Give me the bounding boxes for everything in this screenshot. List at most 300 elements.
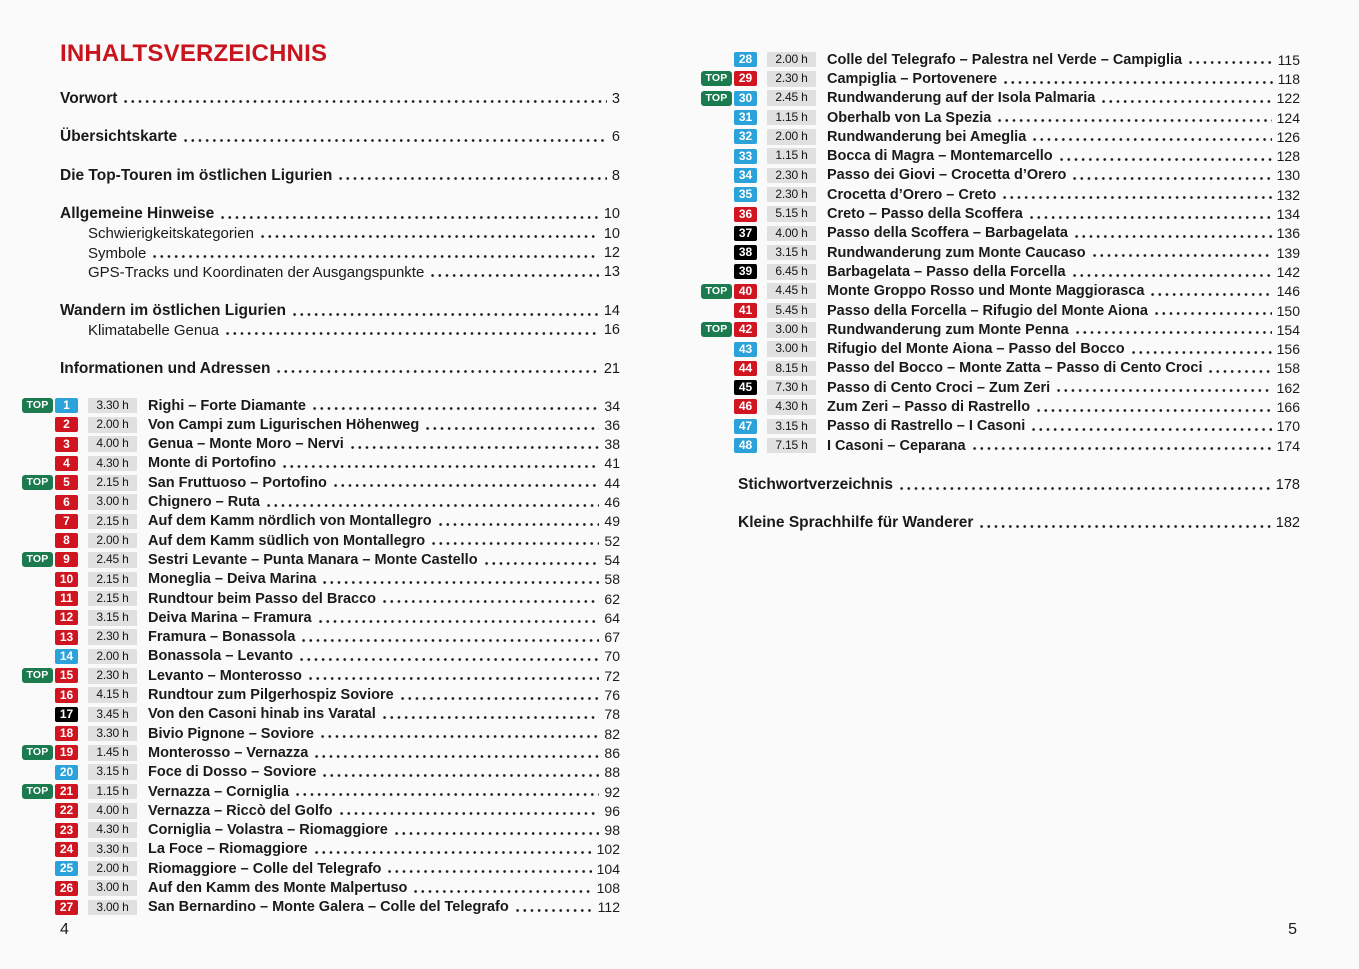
top-badge-slot (22, 572, 55, 587)
tour-page-number: 44 (604, 474, 620, 491)
dot-leader (1091, 253, 1272, 258)
top-badge: TOP (22, 475, 53, 490)
tour-page-number: 128 (1276, 148, 1300, 165)
dot-leader (412, 889, 591, 894)
tour-page-number: 156 (1276, 341, 1300, 358)
tour-duration: 4.30 h (767, 399, 816, 415)
tour-row (701, 320, 1300, 339)
tour-row (701, 89, 1300, 108)
top-badge-slot (701, 91, 734, 106)
dot-leader (349, 445, 600, 450)
tour-duration: 3.30 h (88, 842, 137, 858)
tour-title: Auf den Kamm des Monte Malpertuso (148, 880, 408, 897)
tour-row (22, 859, 620, 878)
tour-number-badge: 19 (55, 745, 78, 760)
tour-row (701, 243, 1300, 262)
tour-duration: 2.15 h (88, 514, 137, 530)
tour-row (22, 705, 620, 724)
tour-duration: 3.00 h (767, 322, 816, 338)
dot-leader (1058, 157, 1272, 162)
tour-row (701, 262, 1300, 281)
toc-entry-label: Symbole (88, 244, 147, 262)
tour-row (701, 69, 1300, 88)
tour-row (22, 763, 620, 782)
top-badge-slot (22, 398, 55, 413)
tour-duration: 4.15 h (88, 687, 137, 703)
top-badge-slot (22, 881, 55, 896)
tour-duration: 8.15 h (767, 361, 816, 377)
tour-number-badge: 34 (734, 168, 757, 183)
dot-leader (1028, 215, 1272, 220)
dot-leader (381, 715, 600, 720)
tour-row (22, 396, 620, 415)
tour-duration: 5.45 h (767, 303, 816, 319)
tour-title: Zum Zeri – Passo di Rastrello (827, 398, 1031, 415)
dot-leader (1073, 234, 1272, 239)
dot-leader (317, 619, 600, 624)
top-badge-slot (22, 514, 55, 529)
top-badge-slot (22, 861, 55, 876)
toc-entry-page: 178 (1275, 476, 1300, 493)
tour-row (701, 50, 1300, 69)
tour-row (701, 301, 1300, 320)
tour-title: Rundwanderung zum Monte Penna (827, 321, 1069, 338)
dot-leader (281, 464, 599, 469)
tour-duration: 6.45 h (767, 264, 816, 280)
dot-leader (1002, 80, 1273, 85)
tour-row (22, 743, 620, 762)
tour-row (701, 359, 1300, 378)
tour-row (701, 166, 1300, 185)
top-badge: TOP (701, 322, 732, 337)
dot-leader (182, 138, 607, 143)
tour-page-number: 82 (604, 725, 620, 742)
tour-number-badge: 17 (55, 707, 78, 722)
toc-entry (22, 166, 620, 185)
dot-leader (437, 522, 600, 527)
tour-duration: 2.45 h (767, 90, 816, 106)
top-badge-slot (701, 264, 734, 279)
tour-title: I Casoni – Ceparana (827, 437, 966, 454)
tour-duration: 1.45 h (88, 745, 137, 761)
tour-row (22, 724, 620, 743)
tour-page-number: 108 (596, 880, 620, 897)
tour-page-number: 70 (604, 648, 620, 665)
tour-page-number: 41 (604, 455, 620, 472)
tour-number-badge: 33 (734, 149, 757, 164)
tour-row (22, 550, 620, 569)
top-badge-slot (701, 322, 734, 337)
dot-leader (313, 850, 592, 855)
dot-leader (1035, 408, 1272, 413)
top-badge-slot (22, 668, 55, 683)
dot-leader (978, 524, 1270, 529)
dot-leader (298, 657, 599, 662)
tour-title: Rundtour beim Passo del Bracco (148, 590, 377, 607)
toc-entry-label: Allgemeine Hinweise (60, 205, 215, 223)
tour-duration: 3.00 h (88, 900, 137, 916)
tour-title: Vernazza – Corniglia (148, 783, 290, 800)
toc-entry-page: 6 (611, 129, 620, 146)
top-badge-slot (22, 726, 55, 741)
dot-leader (337, 176, 607, 181)
tour-duration: 2.00 h (767, 52, 816, 68)
tour-title: Corniglia – Volastra – Riomaggiore (148, 822, 388, 839)
tour-number-badge: 7 (55, 514, 78, 529)
tour-title: Passo di Cento Croci – Zum Zeri (827, 379, 1051, 396)
tour-duration: 1.15 h (88, 784, 137, 800)
toc-entry (22, 89, 620, 108)
dot-leader (1031, 137, 1271, 142)
tour-duration: 2.00 h (88, 533, 137, 549)
top-badge-slot (22, 649, 55, 664)
tour-page-number: 52 (604, 532, 620, 549)
dot-leader (307, 676, 600, 681)
tour-row (701, 127, 1300, 146)
tour-title: Monte Groppo Rosso und Monte Maggiorasca (827, 283, 1145, 300)
tour-title: Bivio Pignone – Soviore (148, 725, 314, 742)
tour-page-number: 118 (1277, 70, 1300, 87)
tour-duration: 2.45 h (88, 552, 137, 568)
dot-leader (898, 486, 1271, 491)
top-badge-slot (701, 187, 734, 202)
tour-title: Framura – Bonassola (148, 629, 296, 646)
tour-number-badge: 37 (734, 226, 757, 241)
tour-number-badge: 48 (734, 438, 757, 453)
tour-title: Deiva Marina – Framura (148, 609, 312, 626)
toc-entry-label: GPS-Tracks und Koordinaten der Ausgangspunkte (88, 263, 425, 281)
tour-number-badge: 29 (734, 71, 757, 86)
tour-number-badge: 32 (734, 129, 757, 144)
dot-leader (483, 561, 600, 566)
top-badge-slot (22, 842, 55, 857)
top-badge-slot (701, 380, 734, 395)
tour-duration: 3.15 h (88, 764, 137, 780)
toc-entry (22, 224, 620, 243)
dot-leader (381, 599, 599, 604)
tour-page-number: 124 (1276, 109, 1300, 126)
tour-duration: 3.15 h (767, 245, 816, 261)
tour-row (701, 339, 1300, 358)
tour-duration: 2.30 h (767, 71, 816, 87)
page-number-left: 4 (60, 921, 69, 938)
tour-page-number: 170 (1276, 418, 1300, 435)
tour-page-number: 78 (604, 706, 620, 723)
tour-page-number: 136 (1276, 225, 1300, 242)
tour-list-left (22, 396, 620, 917)
tour-number-badge: 1 (55, 398, 78, 413)
tour-title: Rundwanderung auf der Isola Palmaria (827, 90, 1096, 107)
tour-row (22, 801, 620, 820)
tour-title: Rundtour zum Pilgerhospiz Soviore (148, 687, 394, 704)
tour-page-number: 92 (604, 783, 620, 800)
top-badge-slot (701, 438, 734, 453)
tour-title: Oberhalb von La Spezia (827, 109, 992, 126)
tour-page-number: 150 (1276, 302, 1300, 319)
top-badge-slot (22, 688, 55, 703)
top-badge-slot (701, 399, 734, 414)
tour-title: Monterosso – Vernazza (148, 744, 309, 761)
top-badge-slot (22, 552, 55, 567)
dot-leader (399, 696, 600, 701)
tour-number-badge: 8 (55, 533, 78, 548)
tour-number-badge: 31 (734, 110, 757, 125)
tour-number-badge: 3 (55, 437, 78, 452)
tour-number-badge: 13 (55, 630, 78, 645)
toc-outro-list (701, 475, 1300, 533)
tour-page-number: 98 (604, 822, 620, 839)
tour-duration: 3.00 h (767, 341, 816, 357)
toc-entry-label: Schwierigkeitskategorien (88, 225, 254, 243)
toc-entry (22, 243, 620, 262)
tour-row (701, 436, 1300, 455)
tour-page-number: 134 (1276, 206, 1300, 223)
tour-page-number: 64 (604, 609, 620, 626)
dot-leader (151, 254, 599, 259)
tour-page-number: 130 (1276, 167, 1300, 184)
top-badge-slot (701, 303, 734, 318)
tour-number-badge: 18 (55, 726, 78, 741)
tour-page-number: 46 (604, 494, 620, 511)
tour-title: Passo del Bocco – Monte Zatta – Passo di Cento Croci (827, 360, 1203, 377)
dot-leader (430, 541, 599, 546)
top-badge-slot (22, 765, 55, 780)
tour-title: Barbagelata – Passo della Forcella (827, 263, 1066, 280)
dot-leader (1130, 350, 1272, 355)
tour-number-badge: 14 (55, 649, 78, 664)
top-badge-slot (701, 284, 734, 299)
tour-number-badge: 25 (55, 861, 78, 876)
dot-leader (321, 773, 599, 778)
top-badge-slot (701, 245, 734, 260)
dot-leader (259, 234, 599, 239)
tour-title: Crocetta d’Orero – Creto (827, 186, 997, 203)
tour-title: Colle del Telegrafo – Palestra nel Verde – Campiglia (827, 51, 1183, 68)
toc-entry-label: Die Top-Touren im östlichen Ligurien (60, 166, 333, 184)
tour-page-number: 62 (604, 590, 620, 607)
tour-number-badge: 15 (55, 668, 78, 683)
tour-page-number: 54 (604, 551, 620, 568)
top-badge-slot (701, 168, 734, 183)
tour-row (22, 589, 620, 608)
top-badge-slot (22, 803, 55, 818)
top-badge-slot (22, 591, 55, 606)
toc-entry (701, 514, 1300, 533)
toc-entry (22, 205, 620, 224)
tour-number-badge: 46 (734, 399, 757, 414)
tour-page-number: 112 (597, 899, 620, 916)
toc-entry-page: 10 (603, 206, 620, 223)
tour-row (22, 820, 620, 839)
tour-title: San Fruttuoso – Portofino (148, 474, 327, 491)
tour-page-number: 139 (1276, 244, 1300, 261)
tour-number-badge: 22 (55, 803, 78, 818)
dot-leader (386, 869, 591, 874)
top-badge-slot (22, 823, 55, 838)
top-badge: TOP (22, 552, 53, 567)
tour-title: Riomaggiore – Colle del Telegrafo (148, 860, 382, 877)
dot-leader (291, 312, 599, 317)
tour-title: Passo di Rastrello – I Casoni (827, 418, 1026, 435)
dot-leader (122, 99, 607, 104)
dot-leader (313, 754, 599, 759)
toc-intro-list (22, 89, 620, 378)
dot-leader (1100, 99, 1271, 104)
tour-row (701, 108, 1300, 127)
top-badge-slot (22, 456, 55, 471)
top-badge-slot (22, 745, 55, 760)
tour-number-badge: 30 (734, 91, 757, 106)
tour-row (22, 782, 620, 801)
tour-number-badge: 5 (55, 475, 78, 490)
tour-page-number: 132 (1276, 186, 1300, 203)
tour-page-number: 72 (604, 667, 620, 684)
top-badge-slot (701, 342, 734, 357)
tour-number-badge: 47 (734, 419, 757, 434)
dot-leader (1187, 60, 1273, 65)
tour-page-number: 36 (604, 416, 620, 433)
dot-leader (338, 811, 600, 816)
tour-number-badge: 23 (55, 823, 78, 838)
dot-leader (224, 331, 599, 336)
dot-leader (1071, 176, 1271, 181)
tour-number-badge: 26 (55, 881, 78, 896)
top-badge-slot (22, 495, 55, 510)
tour-title: Creto – Passo della Scoffera (827, 206, 1023, 223)
tour-row (22, 473, 620, 492)
dot-leader (321, 580, 599, 585)
tour-duration: 4.45 h (767, 283, 816, 299)
tour-number-badge: 36 (734, 207, 757, 222)
tour-page-number: 126 (1276, 128, 1300, 145)
tour-title: Passo della Forcella – Rifugio del Monte Aiona (827, 302, 1148, 319)
toc-entry-page: 21 (603, 360, 620, 377)
top-badge-slot (22, 475, 55, 490)
tour-number-badge: 11 (55, 591, 78, 606)
tour-number-badge: 43 (734, 342, 757, 357)
tour-duration: 2.30 h (88, 629, 137, 645)
tour-page-number: 86 (604, 744, 620, 761)
top-badge: TOP (701, 284, 732, 299)
top-badge-slot (22, 900, 55, 915)
dot-leader (1207, 369, 1271, 374)
top-badge-slot (22, 437, 55, 452)
tour-row (701, 204, 1300, 223)
tour-page-number: 158 (1276, 360, 1300, 377)
tour-page-number: 166 (1276, 398, 1300, 415)
tour-page-number: 102 (596, 841, 620, 858)
toc-entry-page: 16 (603, 322, 620, 339)
tour-title: Rifugio del Monte Aiona – Passo del Bocco (827, 341, 1125, 358)
toc-entry-label: Kleine Sprachhilfe für Wanderer (738, 514, 974, 532)
tour-number-badge: 21 (55, 784, 78, 799)
toc-entry (22, 301, 620, 320)
tour-page-number: 104 (596, 860, 620, 877)
tour-duration: 3.00 h (88, 880, 137, 896)
top-badge: TOP (22, 398, 53, 413)
toc-page-right (701, 50, 1300, 533)
toc-entry-label: Vorwort (60, 89, 118, 107)
tour-number-badge: 40 (734, 284, 757, 299)
tour-duration: 4.00 h (88, 803, 137, 819)
tour-row (22, 570, 620, 589)
tour-number-badge: 24 (55, 842, 78, 857)
top-badge-slot (22, 784, 55, 799)
tour-number-badge: 10 (55, 572, 78, 587)
tour-number-badge: 35 (734, 187, 757, 202)
top-badge-slot (22, 417, 55, 432)
dot-leader (429, 273, 599, 278)
dot-leader (1149, 292, 1271, 297)
tour-duration: 4.00 h (767, 226, 816, 242)
tour-duration: 2.00 h (88, 861, 137, 877)
toc-entry-page: 3 (611, 90, 620, 107)
top-badge-slot (22, 707, 55, 722)
toc-entry-page: 14 (603, 302, 620, 319)
tour-title: Passo della Scoffera – Barbagelata (827, 225, 1068, 242)
tour-title: Righi – Forte Diamante (148, 397, 306, 414)
tour-number-badge: 39 (734, 264, 757, 279)
tour-duration: 7.30 h (767, 380, 816, 396)
tour-number-badge: 27 (55, 900, 78, 915)
tour-page-number: 58 (604, 571, 620, 588)
tour-duration: 5.15 h (767, 206, 816, 222)
tour-row (22, 531, 620, 550)
tour-page-number: 174 (1276, 437, 1300, 454)
dot-leader (275, 369, 598, 374)
dot-leader (1074, 330, 1272, 335)
tour-row (22, 492, 620, 511)
tour-page-number: 162 (1276, 379, 1300, 396)
toc-entry (22, 359, 620, 378)
tour-title: San Bernardino – Monte Galera – Colle del Telegrafo (148, 899, 509, 916)
top-badge: TOP (22, 784, 53, 799)
tour-title: Passo dei Giovi – Crocetta d’Orero (827, 167, 1067, 184)
tour-row (22, 628, 620, 647)
tour-row (701, 224, 1300, 243)
top-badge-slot (701, 110, 734, 125)
dot-leader (332, 483, 600, 488)
tour-number-badge: 38 (734, 245, 757, 260)
dot-leader (265, 503, 599, 508)
dot-leader (1001, 195, 1271, 200)
tour-duration: 2.15 h (88, 572, 137, 588)
tour-title: Levanto – Monterosso (148, 667, 302, 684)
tour-duration: 3.15 h (767, 419, 816, 435)
tour-row (22, 878, 620, 897)
tour-page-number: 38 (604, 436, 620, 453)
toc-entry-label: Stichwortverzeichnis (738, 475, 894, 493)
tour-row (701, 146, 1300, 165)
tour-number-badge: 9 (55, 552, 78, 567)
dot-leader (1153, 311, 1272, 316)
tour-duration: 1.15 h (767, 110, 816, 126)
toc-page-left (22, 40, 620, 917)
tour-title: Auf dem Kamm nördlich von Montallegro (148, 513, 432, 530)
top-badge-slot (701, 149, 734, 164)
tour-row (701, 378, 1300, 397)
tour-row (22, 512, 620, 531)
tour-row (22, 898, 620, 917)
top-badge: TOP (701, 91, 732, 106)
tour-title: Bonassola – Levanto (148, 648, 294, 665)
tour-duration: 7.15 h (767, 438, 816, 454)
top-badge-slot (701, 226, 734, 241)
toc-entry-page: 8 (611, 167, 620, 184)
toc-entry-page: 10 (603, 225, 620, 242)
tour-duration: 3.30 h (88, 398, 137, 414)
top-badge-slot (701, 361, 734, 376)
